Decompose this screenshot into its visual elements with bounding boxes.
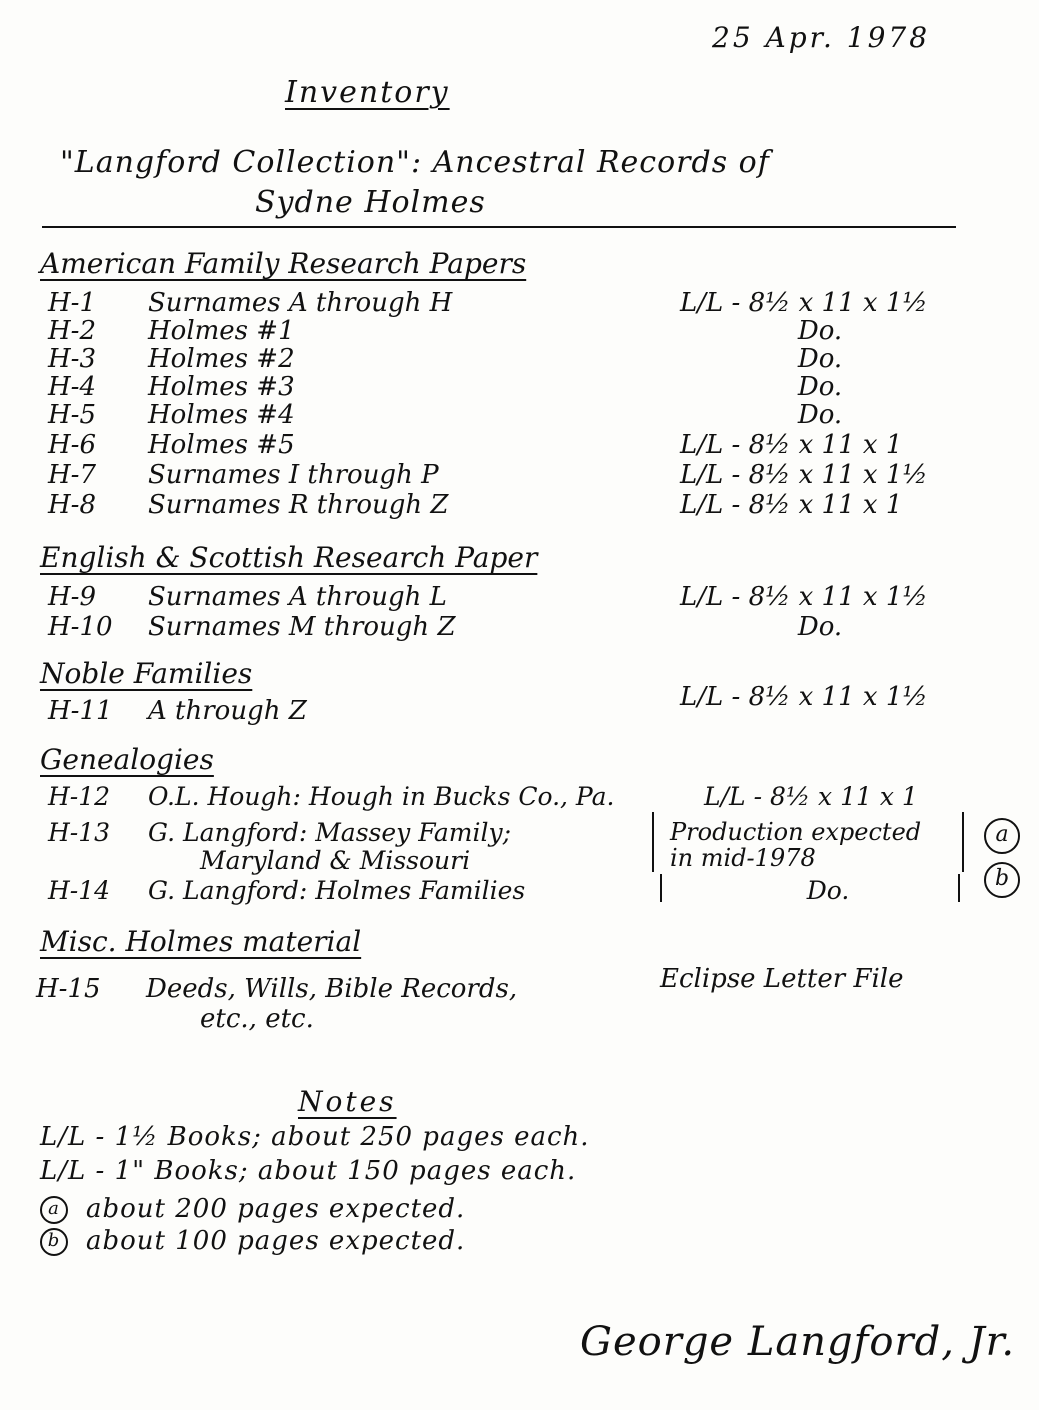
item-format: L/L - 8½ x 11 x 1 — [704, 782, 918, 811]
section-heading-genealogies: Genealogies — [40, 743, 214, 776]
item-code: H-7 — [48, 460, 97, 490]
item-description: Holmes #2 — [148, 344, 295, 374]
item-code: H-3 — [48, 344, 97, 374]
item-code: H-13 — [48, 818, 111, 847]
note-item — [40, 1158, 576, 1184]
note-item — [40, 1196, 465, 1224]
note-text: L/L - 1" Books; about 150 pages each. — [40, 1156, 577, 1186]
collection-title-line1: "Langford Collection": Ancestral Records of — [60, 145, 770, 180]
item-code: H-4 — [48, 372, 97, 402]
section-heading-american: American Family Research Papers — [40, 247, 527, 280]
item-description: Holmes #3 — [148, 372, 295, 402]
section-heading-misc: Misc. Holmes material — [40, 925, 362, 958]
item-format: Do. — [797, 316, 843, 346]
footnote-marker-a: a — [984, 818, 1020, 854]
item-code: H-11 — [48, 696, 113, 726]
item-code: H-6 — [48, 430, 97, 460]
notes-heading: Notes — [298, 1085, 397, 1118]
item-description: Holmes #1 — [148, 316, 295, 346]
item-description: Surnames A through H — [148, 288, 453, 318]
item-description: O.L. Hough: Hough in Bucks Co., Pa. — [148, 782, 615, 811]
production-note-line2: in mid-1978 — [670, 844, 816, 872]
item-format: Eclipse Letter File — [660, 964, 904, 994]
item-description: Surnames I through P — [148, 460, 439, 490]
item-code: H-8 — [48, 490, 97, 520]
production-note-line1: Production expected — [670, 818, 922, 846]
item-description: G. Langford: Holmes Families — [148, 876, 526, 905]
item-description: G. Langford: Massey Family; — [148, 818, 512, 847]
item-description: Holmes #5 — [148, 430, 295, 460]
note-text: L/L - 1½ Books; about 250 pages each. — [40, 1122, 590, 1152]
item-format: L/L - 8½ x 11 x 1½ — [680, 682, 928, 712]
item-format: L/L - 8½ x 11 x 1 — [680, 490, 903, 520]
item-format: Do. — [797, 400, 843, 430]
item-format: L/L - 8½ x 11 x 1½ — [680, 582, 928, 612]
item-description: Holmes #4 — [148, 400, 295, 430]
item-format: L/L - 8½ x 11 x 1½ — [680, 460, 928, 490]
item-code: H-1 — [48, 288, 97, 318]
item-code: H-14 — [48, 876, 111, 905]
item-format: Do. — [806, 876, 850, 905]
item-description: A through Z — [148, 696, 307, 726]
footnote-marker-b: b — [984, 862, 1020, 898]
item-description: Surnames M through Z — [148, 612, 456, 642]
title-divider — [42, 226, 956, 228]
item-format: L/L - 8½ x 11 x 1½ — [680, 288, 928, 318]
item-description: Deeds, Wills, Bible Records, — [146, 974, 518, 1004]
item-code: H-15 — [36, 974, 101, 1004]
item-description-continued: Maryland & Missouri — [200, 846, 471, 875]
item-format: Do. — [797, 372, 843, 402]
item-format: Do. — [797, 344, 843, 374]
section-heading-english: English & Scottish Research Paper — [40, 541, 538, 574]
signature: George Langford, Jr. — [580, 1319, 1016, 1365]
item-code: H-12 — [48, 782, 111, 811]
item-format: Do. — [797, 612, 843, 642]
section-heading-noble: Noble Families — [40, 657, 253, 690]
production-note-bracket-2 — [660, 874, 960, 905]
note-marker-a: a — [40, 1196, 68, 1224]
item-description-continued: etc., etc. — [200, 1004, 314, 1034]
item-code: H-5 — [48, 400, 97, 430]
collection-title-line2: Sydne Holmes — [255, 185, 486, 220]
note-item — [40, 1228, 465, 1256]
note-marker-b: b — [40, 1228, 68, 1256]
item-format: L/L - 8½ x 11 x 1 — [680, 430, 903, 460]
document-date: 25 Apr. 1978 — [712, 21, 931, 54]
item-description: Surnames R through Z — [148, 490, 449, 520]
note-text: about 100 pages expected. — [86, 1226, 466, 1256]
note-item — [40, 1124, 590, 1150]
item-code: H-2 — [48, 316, 97, 346]
document-title: Inventory — [285, 75, 450, 110]
item-description: Surnames A through L — [148, 582, 447, 612]
note-text: about 200 pages expected. — [86, 1194, 466, 1224]
item-code: H-10 — [48, 612, 113, 642]
item-code: H-9 — [48, 582, 97, 612]
